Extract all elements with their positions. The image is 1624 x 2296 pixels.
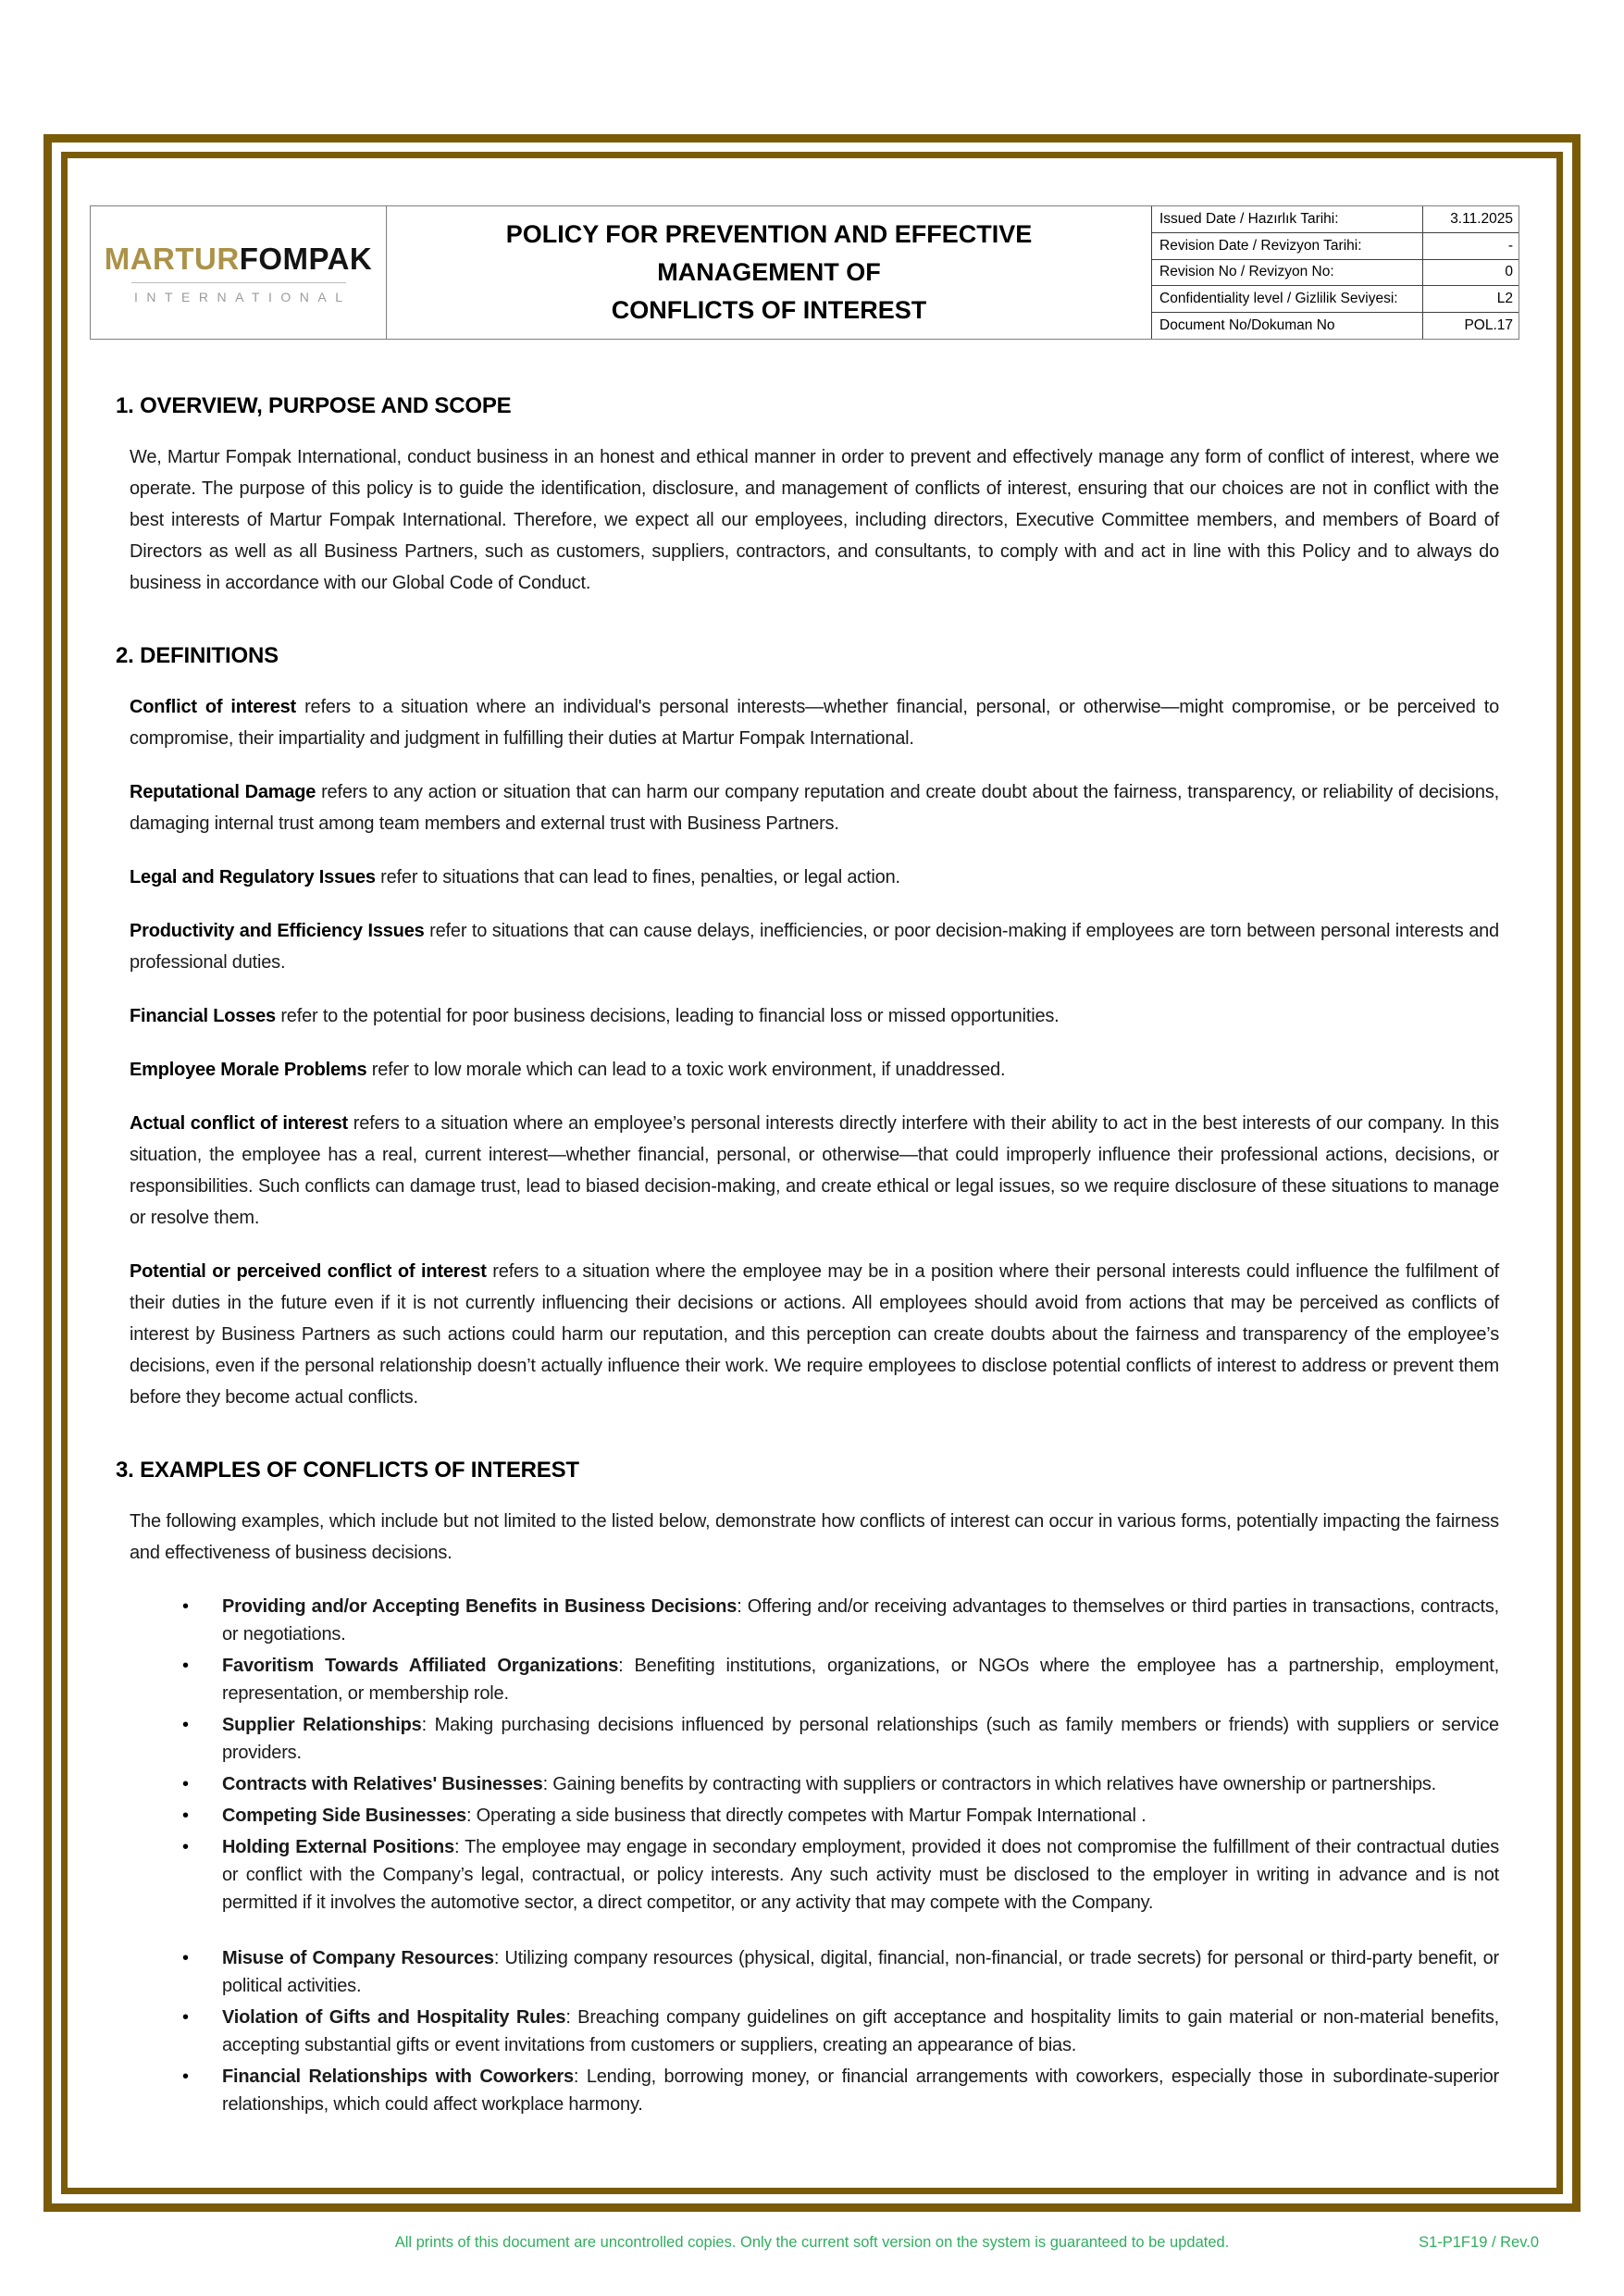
paragraph-definition bbox=[130, 1054, 1499, 1086]
info-label: Revision No / Revizyon No: bbox=[1159, 264, 1334, 280]
definition-term: Actual conflict of interest bbox=[130, 1113, 348, 1134]
definition-text: refer to situations that can cause delays, inefficiencies, or poor decision-making if employees are torn between personal interests and professional duties. bbox=[130, 921, 1499, 973]
document-title-line-2: MANAGEMENT OF bbox=[657, 258, 881, 286]
bullet-text: : Making purchasing decisions influenced by personal relationships (such as family members or friends) with suppliers or service providers. bbox=[222, 1715, 1499, 1763]
section-heading-definitions: 2. DEFINITIONS bbox=[116, 643, 279, 668]
bullet-term: Competing Side Businesses bbox=[222, 1806, 466, 1826]
definition-term: Financial Losses bbox=[130, 1006, 276, 1026]
info-label: Confidentiality level / Gizlilik Seviyesi: bbox=[1159, 291, 1398, 307]
definition-term: Employee Morale Problems bbox=[130, 1060, 367, 1080]
bullet-term: Supplier Relationships bbox=[222, 1715, 422, 1735]
bullet-text: : Gaining benefits by contracting with suppliers or contractors in which relatives have ownership or partnerships. bbox=[542, 1774, 1437, 1794]
bullet-item bbox=[130, 2004, 1499, 2059]
info-value: 0 bbox=[1422, 260, 1519, 286]
definition-text: refer to the potential for poor business decisions, leading to financial loss or missed opportunities. bbox=[275, 1006, 1060, 1026]
footer-uncontrolled-copy-note: All prints of this document are uncontrolled copies. Only the current soft version on the system is guaranteed to be updated. bbox=[394, 2234, 1230, 2251]
definition-term: Productivity and Efficiency Issues bbox=[130, 921, 425, 941]
definition-text: refer to low morale which can lead to a toxic work environment, if unaddressed. bbox=[366, 1060, 1006, 1080]
bullet-text: : Benefiting institutions, organizations, or NGOs where the employee has a partnership, employment, representation, or membership role. bbox=[222, 1656, 1499, 1704]
section-heading-overview: 1. OVERVIEW, PURPOSE AND SCOPE bbox=[116, 393, 512, 418]
info-row-issued-date bbox=[1152, 206, 1519, 233]
bullet-term: Contracts with Relatives' Businesses bbox=[222, 1774, 543, 1794]
logo-subtitle: INTERNATIONAL bbox=[134, 289, 352, 304]
bullet-term: Misuse of Company Resources bbox=[222, 1948, 494, 1968]
document-body bbox=[90, 393, 1519, 2118]
logo-wordmark bbox=[105, 242, 373, 277]
page-footer bbox=[0, 2234, 1624, 2262]
info-row-revision-date bbox=[1152, 233, 1519, 260]
paragraph-text: We, Martur Fompak International, conduct business in an honest and ethical manner in order to prevent and effectively manage any form of conflict of interest, where we operate. The purpose of this policy is to guide the identification, disclosure, and management of conflicts of interest, ensuring that our choices are not in conflict with the best interests of Martur Fompak International. Therefore, we expect all our employees, including directors, Executive Committee members, and members of Board of Directors as well as all Business Partners, such as customers, suppliers, contractors, and consultants, to comply with and act in line with this Policy and to always do business in accordance with our Global Code of Conduct. bbox=[130, 447, 1499, 593]
paragraph-examples-intro: The following examples, which include but not limited to the listed below, demonstrate how conflicts of interest can occur in various forms, potentially impacting the fairness and effectiveness of business decisions. bbox=[130, 1511, 1499, 1563]
definition-text: refers to any action or situation that can harm our company reputation and create doubt about the fairness, transparency, or reliability of decisions, damaging internal trust among team members and external trust with Business Partners. bbox=[130, 782, 1500, 834]
bullet-term: Favoritism Towards Affiliated Organizations bbox=[222, 1656, 619, 1676]
paragraph-definition bbox=[130, 862, 1499, 893]
info-label: Document No/Dokuman No bbox=[1159, 317, 1335, 334]
paragraph-definition bbox=[130, 691, 1499, 754]
bullet-item bbox=[130, 1652, 1499, 1707]
definition-term: Legal and Regulatory Issues bbox=[130, 867, 376, 887]
document-header bbox=[90, 205, 1519, 340]
bullet-text: : Breaching company guidelines on gift acceptance and hospitality limits to gain material or non-material benefits, accepting substantial gifts or event invitations from customers or suppliers, creating an appearance of bias. bbox=[222, 2007, 1499, 2055]
bullet-term: Holding External Positions bbox=[222, 1837, 454, 1857]
info-row-revision-no bbox=[1152, 260, 1519, 287]
examples-bullet-list bbox=[130, 1593, 1499, 2118]
info-value: POL.17 bbox=[1422, 313, 1519, 339]
logo-text-martur: MARTUR bbox=[104, 241, 240, 276]
bullet-item bbox=[130, 1944, 1499, 2000]
document-info-table bbox=[1151, 206, 1519, 339]
bullet-text: : Lending, borrowing money, or financial arrangements with coworkers, especially those in subordinate-superior relationships, which could affect workplace harmony. bbox=[222, 2066, 1499, 2115]
company-logo bbox=[91, 206, 387, 339]
definition-term: Reputational Damage bbox=[130, 782, 316, 802]
section-heading-examples: 3. EXAMPLES OF CONFLICTS OF INTEREST bbox=[116, 1458, 579, 1483]
bullet-term: Violation of Gifts and Hospitality Rules bbox=[222, 2007, 566, 2028]
info-row-document-no bbox=[1152, 313, 1519, 339]
definition-text: refers to a situation where an individual's personal interests—whether financial, personal, or otherwise—might compromise, or be perceived to compromise, their impartiality and judgment in fulfilling their duties at Martur Fompak International. bbox=[130, 697, 1499, 749]
bullet-text: : Utilizing company resources (physical, digital, financial, non-financial, or trade secrets) for personal or third-party benefit, or political activities. bbox=[222, 1948, 1499, 1996]
info-value: 3.11.2025 bbox=[1422, 206, 1519, 232]
bullet-item bbox=[130, 1593, 1499, 1648]
bullet-item bbox=[130, 1770, 1499, 1798]
bullet-term: Financial Relationships with Coworkers bbox=[222, 2066, 574, 2087]
document-title-line-1: POLICY FOR PREVENTION AND EFFECTIVE bbox=[505, 220, 1033, 248]
document-title-line-3: CONFLICTS OF INTEREST bbox=[611, 296, 927, 324]
definition-text: refers to a situation where the employee may be in a position where their personal interests could influence the fulfilment of their duties in the future even if it is not currently influencing their decisions or actions. All employees should avoid from actions that may be perceived as conflicts of interest by Business Partners as such actions could harm our reputation, and this perception can create doubts about the fairness and transparency of the employee’s decisions, even if the personal relationship doesn’t actually influence their work. We require employees to disclose potential conflicts of interest to address or prevent them before they become actual conflicts. bbox=[130, 1261, 1499, 1408]
paragraph-definition bbox=[130, 1108, 1499, 1234]
footer-form-code: S1-P1F19 / Rev.0 bbox=[1419, 2234, 1539, 2251]
definition-term: Conflict of interest bbox=[130, 697, 297, 717]
document-content bbox=[90, 205, 1519, 2118]
info-value: - bbox=[1422, 233, 1519, 259]
definition-term: Potential or perceived conflict of interest bbox=[130, 1261, 487, 1282]
definition-text: refer to situations that can lead to fines, penalties, or legal action. bbox=[375, 867, 900, 887]
bullet-text: : Operating a side business that directly competes with Martur Fompak International . bbox=[465, 1806, 1147, 1826]
bullet-item bbox=[130, 1711, 1499, 1767]
logo-divider-line bbox=[131, 282, 346, 283]
bullet-term: Providing and/or Accepting Benefits in Business Decisions bbox=[222, 1596, 738, 1617]
paragraph-definition bbox=[130, 776, 1499, 839]
paragraph bbox=[130, 441, 1499, 599]
bullet-item bbox=[130, 1802, 1499, 1830]
info-value: L2 bbox=[1422, 286, 1519, 312]
paragraph-definition bbox=[130, 1256, 1499, 1413]
paragraph-definition bbox=[130, 915, 1499, 978]
document-title bbox=[387, 206, 1151, 339]
definition-text: refers to a situation where an employee’s personal interests directly interfere with their ability to act in the best interests of our company. In this situation, the employee has a real, current interest—whether financial, personal, or otherwise—that could improperly influence their professional actions, decisions, or responsibilities. Such conflicts can damage trust, lead to biased decision-making, and create ethical or legal issues, so we require disclosure of these situations to manage or resolve them. bbox=[130, 1113, 1499, 1228]
paragraph-definition bbox=[130, 1000, 1499, 1032]
bullet-item bbox=[130, 2063, 1499, 2118]
bullet-item bbox=[130, 1833, 1499, 1917]
logo-text-fompak: FOMPAK bbox=[239, 241, 373, 276]
info-label: Revision Date / Revizyon Tarihi: bbox=[1159, 237, 1362, 254]
bullet-text: : Offering and/or receiving advantages to themselves or third parties in transactions, contracts, or negotiations. bbox=[222, 1596, 1499, 1644]
info-label: Issued Date / Hazırlık Tarihi: bbox=[1159, 210, 1339, 227]
bullet-text: : The employee may engage in secondary employment, provided it does not compromise the fulfillment of their contractual duties or conflict with the Company’s legal, contractual, or policy interests. Any such activity must be disclosed to the employer in writing in advance and is not permitted if it involves the automotive sector, a direct competitor, or any activity that may compete with the Company. bbox=[222, 1837, 1499, 1913]
info-row-confidentiality bbox=[1152, 286, 1519, 313]
